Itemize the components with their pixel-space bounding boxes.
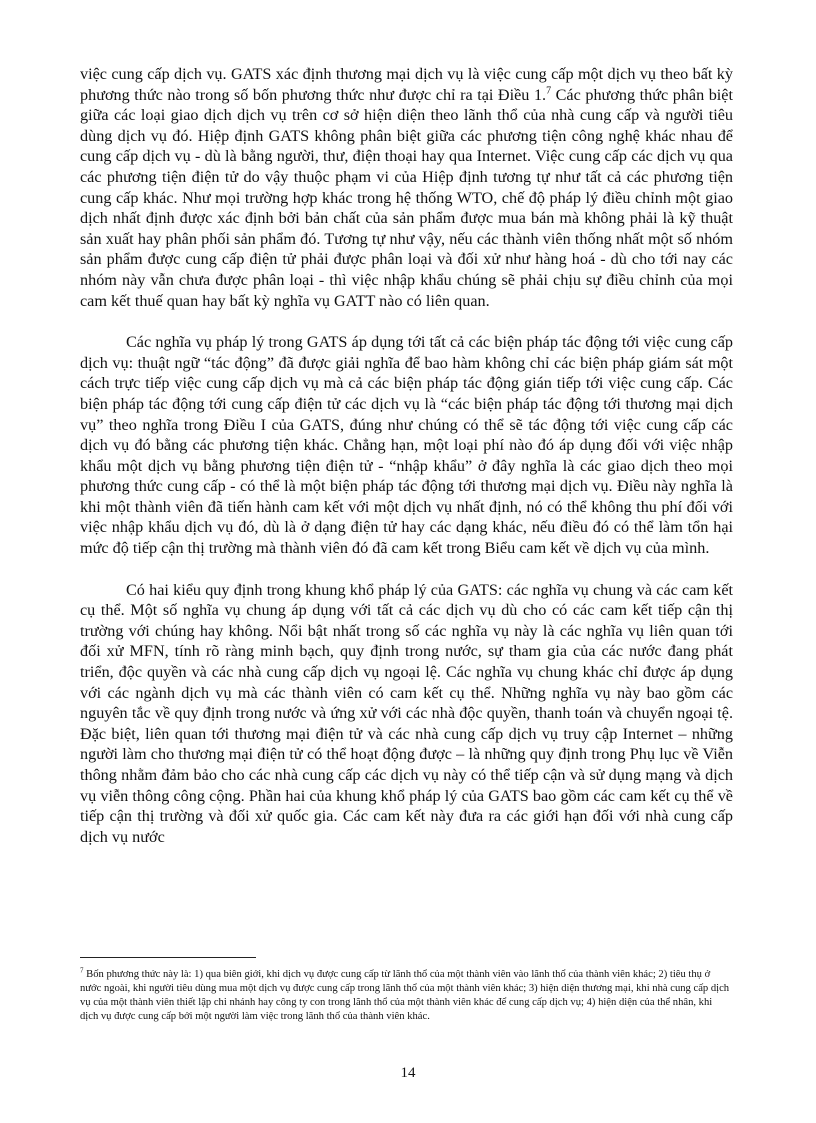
- page-body: [80, 64, 733, 847]
- footnote-divider: [80, 957, 256, 958]
- paragraph-2: Các nghĩa vụ pháp lý trong GATS áp dụng tới tất cả các biện pháp tác động tới việc cung cấp dịch vụ: thuật ngữ “tác động” đã được giải nghĩa để bao hàm không chỉ các biện pháp giám sát một cách trực tiếp việc cung cấp dịch vụ mà cả các biện pháp tác động gián tiếp tới việc cung cấp. Các biện pháp tác động tới cung cấp điện tử các dịch vụ là “các biện pháp tác động tới thương mại dịch vụ” theo nghĩa trong Điều I của GATS, đúng như chúng có thể sẽ tác động tới việc cung cấp các dịch vụ đó bằng các phương tiện khác. Chẳng hạn, một loại phí nào đó áp dụng đối với việc nhập khẩu một dịch vụ bằng phương tiện điện tử - “nhập khẩu” ở đây nghĩa là các giao dịch theo mọi phương thức cung cấp - có thể là một biện pháp tác động tới thương mại dịch vụ. Điều này nghĩa là khi một thành viên đã tiến hành cam kết với một dịch vụ nhất định, nó có thể không thu phí đối với việc nhập khẩu dịch vụ đó, dù là ở dạng điện tử hay các dạng khác, nếu điều đó có thể làm tổn hại mức độ tiếp cận thị trường mà thành viên đó đã cam kết trong Biểu cam kết về dịch vụ của mình.: [80, 333, 733, 558]
- paragraph-1: [80, 64, 733, 311]
- paragraph-1-text-a: việc cung cấp dịch vụ. GATS xác định thương mại dịch vụ là việc cung cấp một dịch vụ theo bất kỳ phương thức nào trong số bốn phương thức như được chỉ ra tại Điều 1.: [80, 65, 733, 104]
- footnote-reference[interactable]: 7: [546, 85, 552, 97]
- paragraph-1-text-b: Các phương thức phân biệt giữa các loại giao dịch dịch vụ trên cơ sở hiện diện theo lãnh thổ của nhà cung cấp và người tiêu dùng dịch vụ đó. Hiệp định GATS không phân biệt giữa các phương tiện công nghệ khác nhau để cung cấp dịch vụ - dù là bằng người, thư, điện thoại hay qua Internet. Việc cung cấp các dịch vụ qua các phương tiện điện tử do vậy thuộc phạm vi của Hiệp định tương tự như tất cả các phương tiện cung cấp khác. Như mọi trường hợp khác trong hệ thống WTO, chế độ pháp lý điều chỉnh một giao dịch nhất định được xác định bởi bản chất của sản phẩm được mua bán mà không phải là kỹ thuật sản xuất hay phân phối sản phẩm đó. Tương tự như vậy, nếu các thành viên thống nhất một số nhóm sản phẩm được cung cấp điện tử phải được phân loại và đối xử như hàng hoá - dù cho tới nay các nhóm này vẫn chưa được phân loại - thì việc nhập khẩu chúng sẽ phải chịu sự điều chỉnh của mọi cam kết thuế quan hay bất kỳ nghĩa vụ GATT nào có liên quan.: [80, 85, 733, 310]
- paragraph-3: Có hai kiểu quy định trong khung khổ pháp lý của GATS: các nghĩa vụ chung và các cam kết cụ thể. Một số nghĩa vụ chung áp dụng với tất cả các dịch vụ dù cho có các cam kết tiếp cận thị trường với chúng hay không. Nổi bật nhất trong số các nghĩa vụ này là các nghĩa vụ liên quan tới đối xử MFN, tính rõ ràng minh bạch, quy định trong nước, sự tham gia của các nước đang phát triển, độc quyền và các nhà cung cấp dịch vụ ngoại lệ. Các nghĩa vụ chung khác chỉ được áp dụng với các ngành dịch vụ mà các thành viên có cam kết cụ thể. Những nghĩa vụ này bao gồm các nguyên tắc về quy định trong nước và ứng xử với các nhà độc quyền, thanh toán và chuyển ngoại tệ. Đặc biệt, liên quan tới thương mại điện tử và các nhà cung cấp dịch vụ truy cập Internet – những người làm cho thương mại điện tử có thể hoạt động được – là những quy định trong Phụ lục về Viễn thông nhằm đảm bảo cho các nhà cung cấp các dịch vụ này có thể tiếp cận và sử dụng mạng và dịch vụ viễn thông công cộng. Phần hai của khung khổ pháp lý của GATS bao gồm các cam kết cụ thể về tiếp cận thị trường và đối xử quốc gia. Các cam kết này đưa ra các giới hạn đối với nhà cung cấp dịch vụ nước: [80, 580, 733, 846]
- footnote-marker: 7: [80, 966, 84, 975]
- footnote: [80, 968, 733, 1024]
- footnote-text: Bốn phương thức này là: 1) qua biên giới, khi dịch vụ được cung cấp từ lãnh thổ của một thành viên vào lãnh thổ của thành viên khác; 2) tiêu thụ ở nước ngoài, khi người tiêu dùng mua một dịch vụ được cung cấp trong lãnh thổ của một thành viên khác; 3) hiện diện thương mại, khi nhà cung cấp dịch vụ của một thành viên thiết lập chi nhánh hay công ty con trong lãnh thổ của một thành viên khác để cung cấp dịch vụ; 4) hiện diện của thể nhân, khi dịch vụ được cung cấp bởi một người làm việc trong lãnh thổ của thành viên khác.: [80, 969, 730, 1022]
- page-number: 14: [400, 1065, 416, 1081]
